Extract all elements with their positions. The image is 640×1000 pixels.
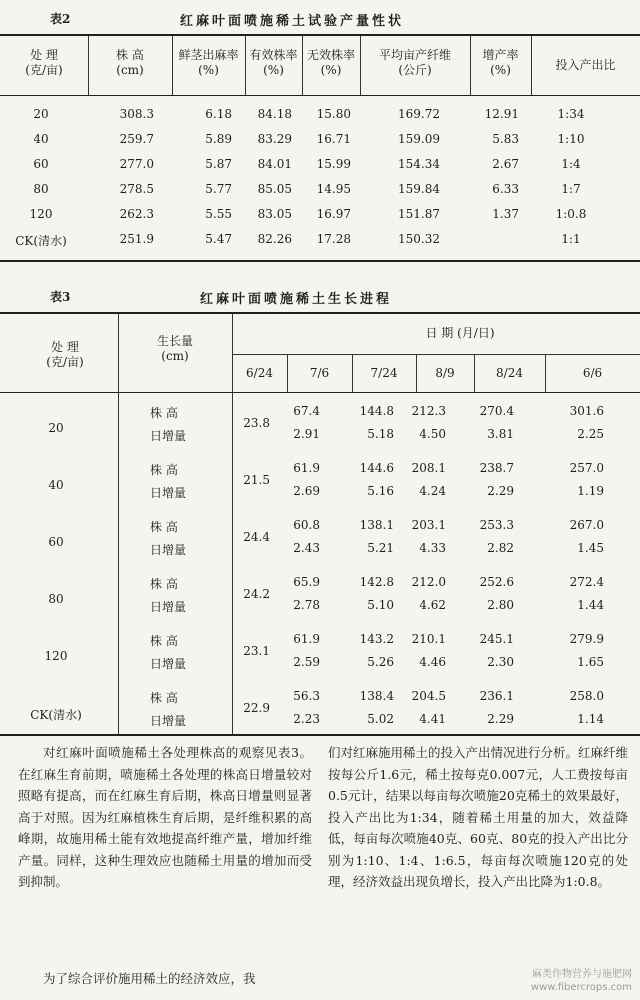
table3-title: 红麻叶面喷施稀土生长进程 (200, 292, 393, 307)
daily-cell: 2.80 (487, 598, 514, 612)
table-cell: 5.47 (205, 232, 232, 246)
row-label-daily: 日增量 (150, 714, 187, 728)
height-cell: 208.1 (411, 461, 446, 475)
table-cell: 1:7 (561, 182, 581, 196)
table2-header-rule (0, 95, 640, 96)
height-cell: 212.3 (411, 404, 446, 418)
table-cell: 2.67 (492, 157, 519, 171)
treatment-cell: CK(清水) (15, 234, 67, 248)
daily-cell: 2.29 (487, 484, 514, 498)
table-cell: 159.84 (398, 182, 440, 196)
height-cell: 144.8 (359, 404, 394, 418)
daily-cell: 2.29 (487, 712, 514, 726)
table-cell: 308.3 (119, 107, 154, 121)
height-cell: 61.9 (293, 461, 320, 475)
table-cell: 278.5 (119, 182, 154, 196)
daily-cell: 5.02 (367, 712, 394, 726)
table-cell: 1:34 (557, 107, 585, 121)
height-cell: 236.1 (479, 689, 514, 703)
table2-column-header (88, 48, 172, 78)
table-cell: 277.0 (119, 157, 154, 171)
body-text-right: 们对红麻施用稀土的投入产出情况进行分析。红麻纤维按每公斤1.6元，稀土按每克0.007元，人工费按每亩0.5元计，结果以每亩每次喷施20克稀土的效果最好，投入产出比为1:34，随着稀土用量的加大，效益降低，每亩每次喷施40克、60克、80克的投入产出比分别为1:10、1:4、1:6.5，每亩每次喷施120克的处理，经济效益出现负增长，投入产出比降为1:0.8。 (328, 745, 629, 889)
table3-bottom-rule (0, 734, 640, 736)
height-cell: 65.9 (293, 575, 320, 589)
table-cell: 6.18 (205, 107, 232, 121)
table-cell: 5.89 (205, 132, 232, 146)
table-cell: 251.9 (119, 232, 154, 246)
height-cell: 272.4 (569, 575, 604, 589)
treatment-cell: 40 (48, 478, 64, 492)
height-cell: 267.0 (569, 518, 604, 532)
table-cell: 262.3 (119, 207, 154, 221)
first-height-cell: 21.5 (243, 473, 270, 487)
table2-column-header (470, 48, 531, 78)
table-cell: 159.09 (398, 132, 440, 146)
date-header: 7/6 (309, 366, 330, 380)
table-cell: 169.72 (398, 107, 440, 121)
table-cell: 5.87 (205, 157, 232, 171)
watermark-line: www.fibercrops.com (530, 982, 632, 993)
row-label-daily: 日增量 (150, 543, 187, 557)
daily-cell: 2.30 (487, 655, 514, 669)
daily-cell: 2.25 (577, 427, 604, 441)
daily-cell: 1.19 (577, 484, 604, 498)
header-line: 无效株率 (306, 48, 355, 62)
height-cell: 61.9 (293, 632, 320, 646)
row-label-daily: 日增量 (150, 486, 187, 500)
treatment-cell: 80 (48, 592, 64, 606)
treatment-cell: 40 (33, 132, 49, 146)
table-cell: 150.32 (398, 232, 440, 246)
height-cell: 270.4 (479, 404, 514, 418)
table-cell: 16.97 (316, 207, 351, 221)
table3-vline (118, 314, 119, 734)
height-cell: 245.1 (479, 632, 514, 646)
row-label-height: 株 高 (150, 691, 178, 705)
height-cell: 258.0 (569, 689, 604, 703)
row-label-daily: 日增量 (150, 657, 187, 671)
table-cell: 84.01 (257, 157, 292, 171)
height-cell: 142.8 (359, 575, 394, 589)
table-cell: 6.33 (492, 182, 519, 196)
date-header: 6/24 (246, 366, 273, 380)
daily-cell: 4.41 (419, 712, 446, 726)
height-cell: 301.6 (569, 404, 604, 418)
body-text-left-last: 为了综合评价施用稀土的经济效应，我 (43, 971, 256, 986)
table-cell: 15.99 (316, 157, 351, 171)
row-label-height: 株 高 (150, 520, 178, 534)
daily-cell: 4.62 (419, 598, 446, 612)
table-cell: 83.29 (257, 132, 292, 146)
treatment-cell: CK(清水) (30, 708, 82, 722)
table2-column-header (245, 48, 302, 78)
height-cell: 252.6 (479, 575, 514, 589)
date-header: 8/24 (496, 366, 523, 380)
daily-cell: 1.14 (577, 712, 604, 726)
header-line: 生长量 (156, 334, 193, 348)
height-cell: 143.2 (359, 632, 394, 646)
daily-cell: 4.50 (419, 427, 446, 441)
header-line: (%) (198, 63, 219, 77)
treatment-cell: 80 (33, 182, 49, 196)
table2-bottom-rule (0, 260, 640, 262)
header-line: 有效株率 (249, 48, 298, 62)
daily-cell: 5.26 (367, 655, 394, 669)
table-cell: 1:0.8 (555, 207, 587, 221)
row-label-height: 株 高 (150, 577, 178, 591)
daily-cell: 5.10 (367, 598, 394, 612)
daily-cell: 1.65 (577, 655, 604, 669)
table-cell: 5.55 (205, 207, 232, 221)
row-label-height: 株 高 (150, 406, 178, 420)
treatment-cell: 60 (33, 157, 49, 171)
table-cell: 1:4 (561, 157, 581, 171)
table-cell: 154.34 (398, 157, 440, 171)
height-cell: 210.1 (411, 632, 446, 646)
table2-column-header (172, 48, 245, 78)
table2-column-header (531, 58, 640, 73)
treatment-cell: 120 (44, 649, 68, 663)
table3-top-rule (0, 312, 640, 314)
height-cell: 67.4 (293, 404, 320, 418)
daily-cell: 4.33 (419, 541, 446, 555)
table2-title: 红麻叶面喷施稀土试验产量性状 (180, 14, 405, 29)
table2-column-header (302, 48, 360, 78)
height-cell: 253.3 (479, 518, 514, 532)
table-cell: 85.05 (257, 182, 292, 196)
table2-label: 表2 (50, 12, 71, 26)
table-cell: 1:1 (561, 232, 581, 246)
table-cell: 17.28 (316, 232, 351, 246)
daily-cell: 3.81 (487, 427, 514, 441)
table-cell: 14.95 (316, 182, 351, 196)
header-line: (%) (263, 63, 284, 77)
table-cell: 82.26 (257, 232, 292, 246)
table3-header-rule (0, 392, 640, 393)
daily-cell: 5.16 (367, 484, 394, 498)
height-cell: 144.6 (359, 461, 394, 475)
daily-cell: 2.59 (293, 655, 320, 669)
table2-column-header (0, 48, 88, 78)
daily-cell: 1.44 (577, 598, 604, 612)
row-label-daily: 日增量 (150, 600, 187, 614)
first-height-cell: 22.9 (243, 701, 270, 715)
table3-date-rule (232, 354, 640, 355)
table-cell: 1:10 (557, 132, 585, 146)
height-cell: 279.9 (569, 632, 604, 646)
table-cell: 83.05 (257, 207, 292, 221)
header-line: (%) (320, 63, 342, 77)
table2-top-rule (0, 34, 640, 36)
watermark-line: 麻类作物营养与施肥网 (532, 969, 632, 980)
header-line: 处 理 (30, 48, 58, 62)
table2-column-header (360, 48, 470, 78)
treatment-cell: 60 (48, 535, 64, 549)
daily-cell: 2.91 (293, 427, 320, 441)
daily-cell: 2.78 (293, 598, 320, 612)
height-cell: 60.8 (293, 518, 320, 532)
first-height-cell: 23.8 (243, 416, 270, 430)
header-line: (cm) (161, 349, 189, 363)
date-header: 6/6 (582, 366, 603, 380)
table3-growth-header (125, 334, 225, 364)
daily-cell: 1.45 (577, 541, 604, 555)
header-line: (公斤) (398, 63, 432, 77)
treatment-cell: 120 (29, 207, 53, 221)
daily-cell: 2.43 (293, 541, 320, 555)
row-label-daily: 日增量 (150, 429, 187, 443)
table3-treatment-header (20, 340, 110, 370)
height-cell: 257.0 (569, 461, 604, 475)
table-cell: 15.80 (316, 107, 351, 121)
table-cell: 259.7 (119, 132, 154, 146)
treatment-cell: 20 (48, 421, 64, 435)
height-cell: 56.3 (293, 689, 320, 703)
daily-cell: 2.23 (293, 712, 320, 726)
header-line: 增产率 (482, 48, 519, 62)
header-line: (克/亩) (25, 63, 63, 77)
date-header: 7/24 (370, 366, 398, 380)
daily-cell: 5.18 (367, 427, 394, 441)
table-cell: 16.71 (316, 132, 351, 146)
header-line: 处 理 (51, 340, 79, 354)
table3-label: 表3 (50, 290, 71, 304)
row-label-height: 株 高 (150, 463, 178, 477)
watermark (531, 968, 632, 994)
table-cell: 12.91 (484, 107, 519, 121)
table3-date-header: 日 期 (月/日) (425, 326, 495, 340)
first-height-cell: 24.2 (243, 587, 270, 601)
daily-cell: 4.24 (419, 484, 446, 498)
daily-cell: 4.46 (419, 655, 446, 669)
table-cell: 1.37 (492, 207, 519, 221)
header-line: 鲜茎出麻率 (178, 48, 239, 62)
first-height-cell: 23.1 (243, 644, 270, 658)
table-cell: 84.18 (257, 107, 292, 121)
table-cell: 5.83 (492, 132, 519, 146)
table-cell: 5.77 (205, 182, 232, 196)
row-label-height: 株 高 (150, 634, 178, 648)
header-line: (%) (490, 63, 511, 77)
daily-cell: 2.69 (293, 484, 320, 498)
height-cell: 238.7 (479, 461, 514, 475)
header-line: 投入产出比 (555, 58, 616, 72)
height-cell: 203.1 (411, 518, 446, 532)
first-height-cell: 24.4 (243, 530, 270, 544)
treatment-cell: 20 (33, 107, 49, 121)
daily-cell: 2.82 (487, 541, 514, 555)
date-header: 8/9 (435, 366, 455, 380)
height-cell: 138.1 (359, 518, 394, 532)
header-line: 株 高 (116, 48, 144, 62)
table-cell: 151.87 (398, 207, 440, 221)
header-line: (克/亩) (46, 355, 84, 369)
body-text-left: 对红麻叶面喷施稀土各处理株高的观察见表3。在红麻生育前期，喷施稀土各处理的株高日增量较对照略有提高，而在红麻生育后期，株高日增量则显著高于对照。因为红麻植株生育后期，是纤维积累的高峰期，故施用稀土能有效地提高纤维产量，增加纤维产量。同样，这种生理效应也随稀土用量的增加而受到抑制。 (18, 745, 312, 889)
daily-cell: 5.21 (367, 541, 394, 555)
height-cell: 204.5 (411, 689, 446, 703)
height-cell: 212.0 (411, 575, 446, 589)
header-line: 平均亩产纤维 (378, 48, 451, 62)
height-cell: 138.4 (359, 689, 394, 703)
header-line: (cm) (116, 63, 144, 77)
